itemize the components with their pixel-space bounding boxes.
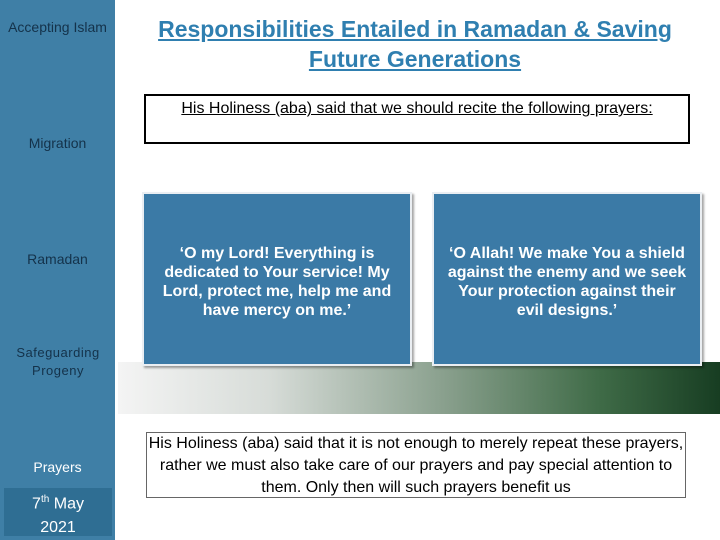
prayer-card-1: ‘O my Lord! Everything is dedicated to Your service! My Lord, protect me, help me and have mercy on me.’: [142, 192, 412, 366]
closing-text-box: His Holiness (aba) said that it is not enough to merely repeat these prayers, rather we must also take care of our prayers and pay special attention to them. Only then will such prayers benefit us: [146, 432, 686, 498]
sidebar-item-migration[interactable]: Migration: [28, 135, 87, 151]
sidebar-item-prayers[interactable]: Prayers: [33, 459, 82, 475]
date-day: 7: [32, 495, 41, 513]
date-year: 2021: [40, 519, 76, 537]
date-badge: [4, 488, 112, 536]
date-month: May: [53, 495, 84, 513]
sidebar-item-safeguarding-progeny[interactable]: Safeguarding Progeny: [16, 345, 100, 378]
gradient-band: [118, 362, 720, 414]
sidebar-item-ramadan[interactable]: Ramadan: [27, 251, 88, 267]
page-title: Responsibilities Entailed in Ramadan & Saving Future Generations: [158, 16, 672, 72]
date-suffix: th: [40, 494, 50, 505]
prayer-card-2: ‘O Allah! We make You a shield against the enemy and we seek Your protection against their evil designs.’: [432, 192, 702, 366]
intro-text-box: His Holiness (aba) said that we should recite the following prayers:: [144, 94, 690, 144]
sidebar-item-accepting-islam[interactable]: Accepting Islam: [8, 19, 107, 35]
sidebar: [0, 0, 115, 540]
